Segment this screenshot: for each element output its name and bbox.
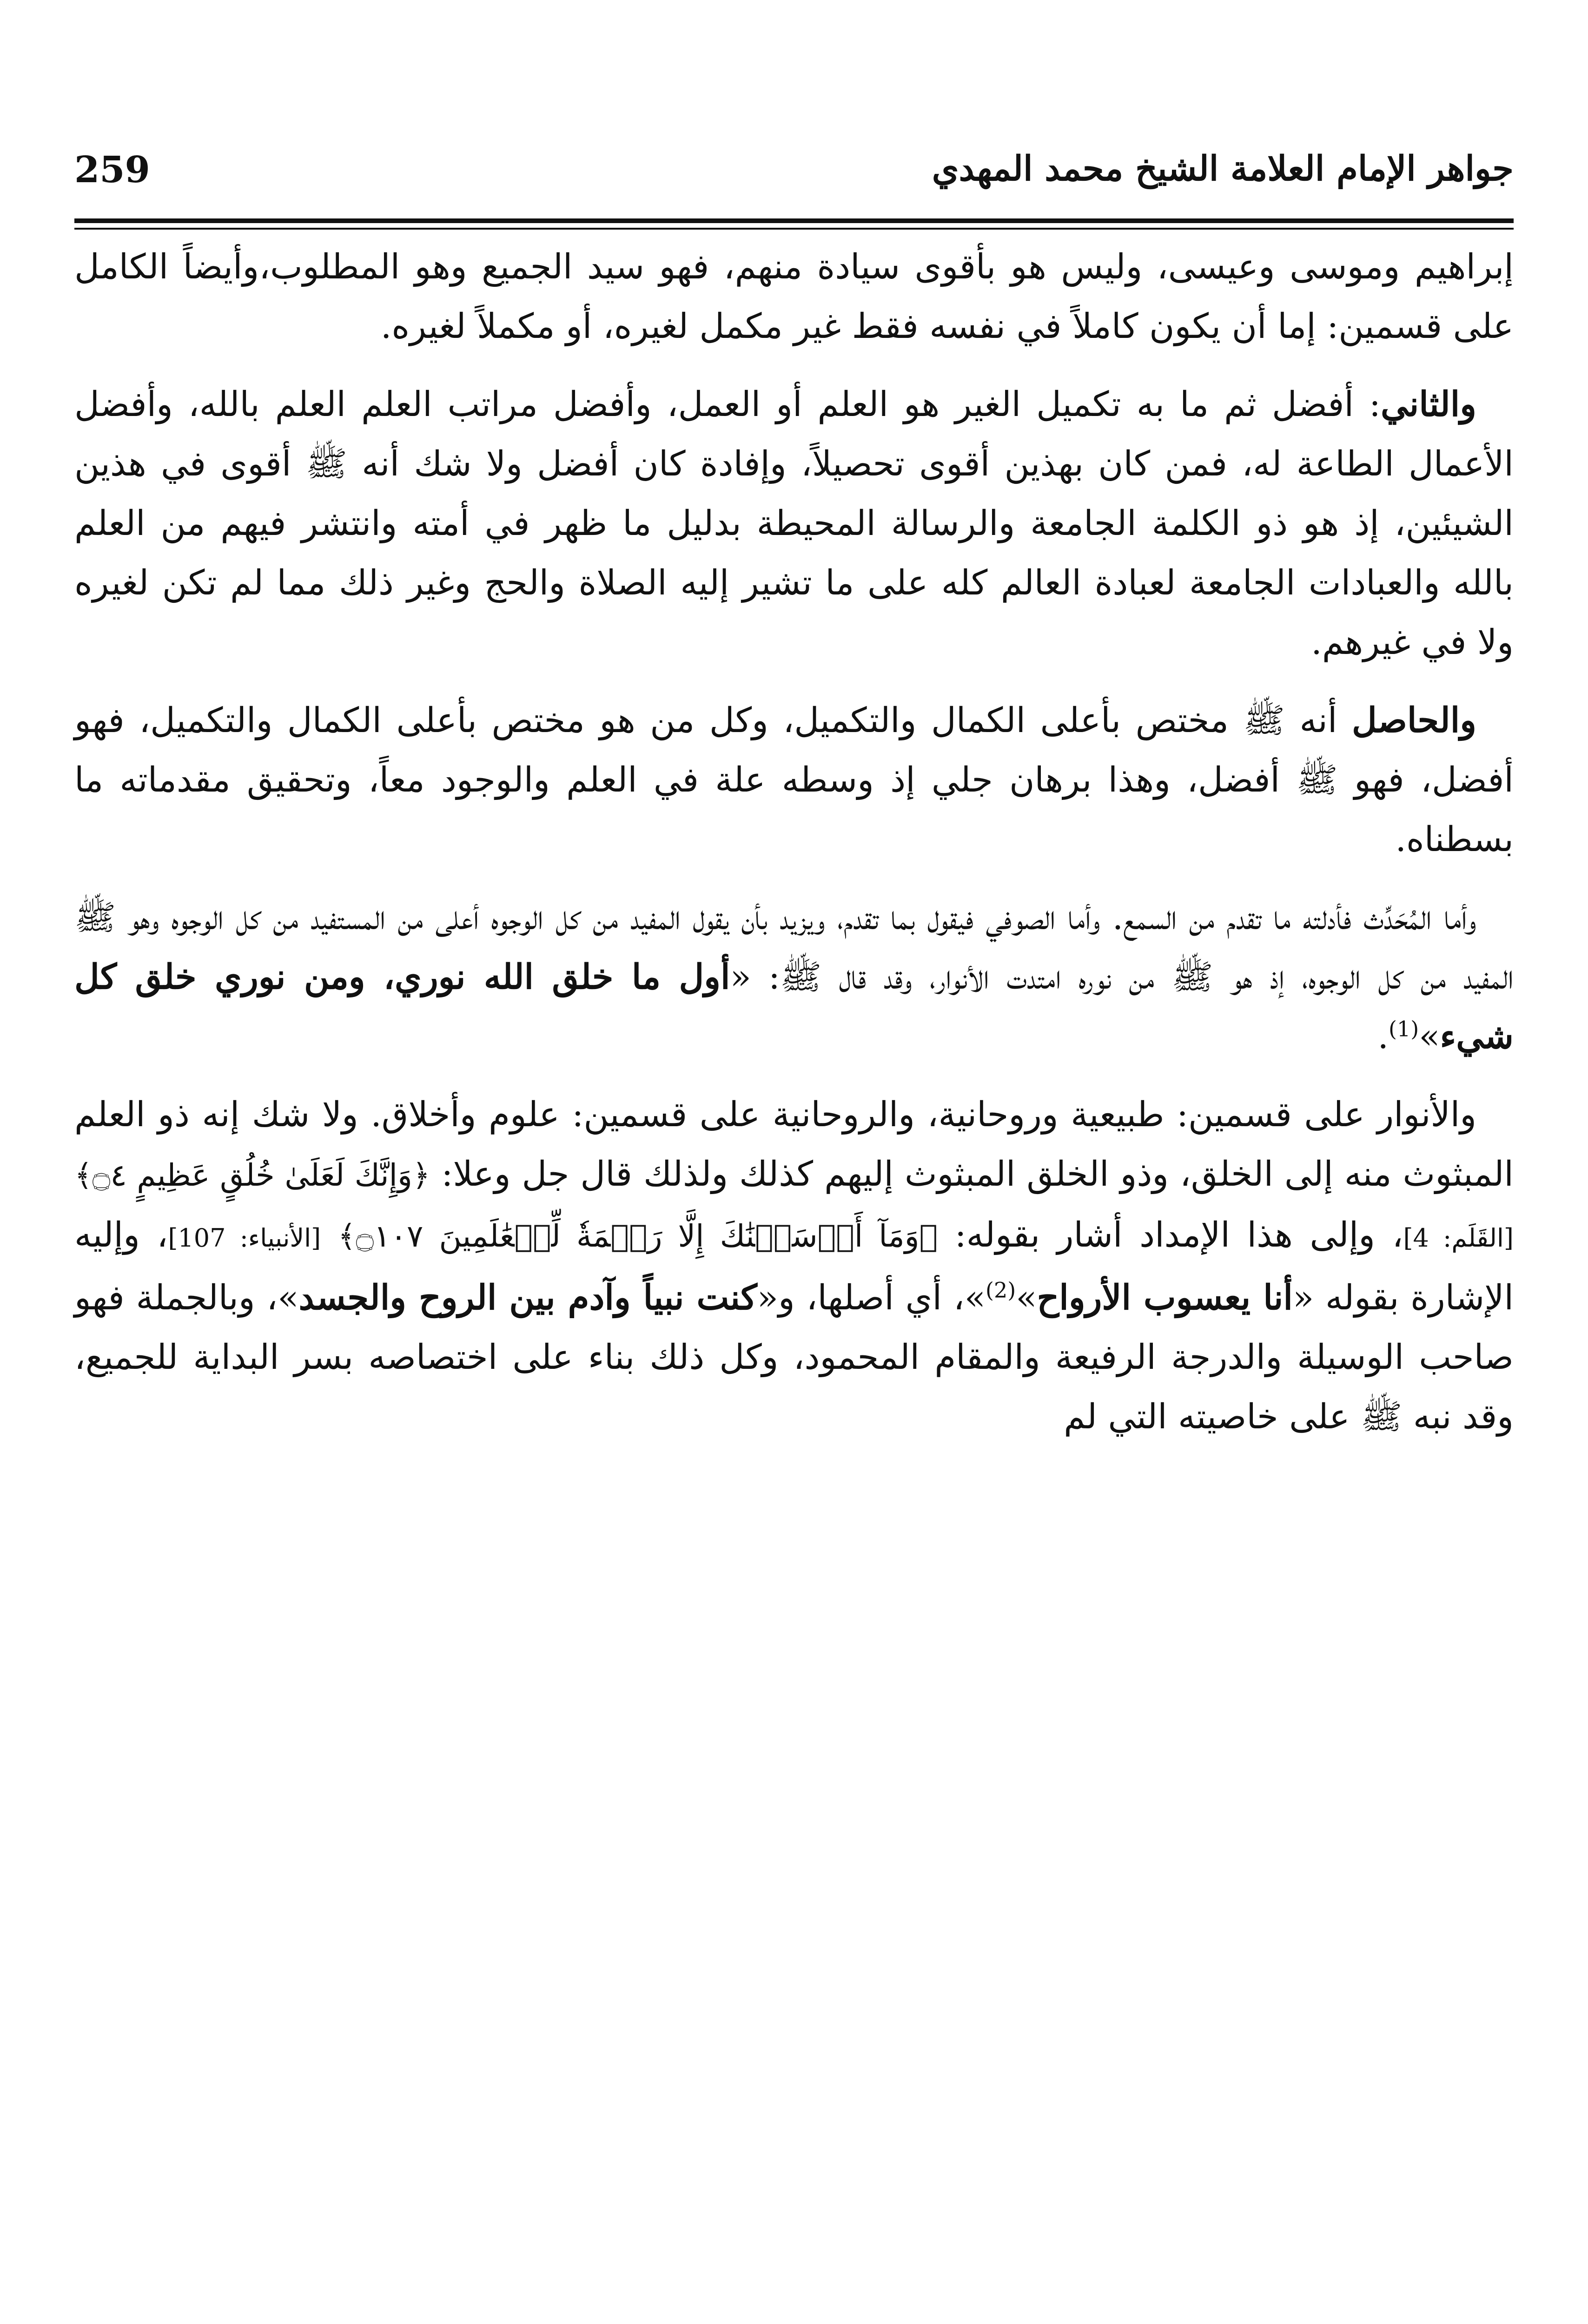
footnote-ref-2: (2) xyxy=(986,1277,1016,1303)
quran-verse-1: ﴿وَإِنَّكَ لَعَلَىٰ خُلُقٍ عَظِيمٍ ۝٤﴾ xyxy=(74,1157,430,1193)
running-header xyxy=(74,139,1514,214)
paragraph-4-text: وأما المُحَدِّث فأدلته ما تقدم من السمع. وأما الصوفي فيقول بما تقدم، ويزيد بأن يقول المفيد من كل الوجوه أعلى من المستفيد من كل الوجوه وهو ﷺ المفيد من كل الوجوه، إذ هو ﷺ من نوره امتدت الأنوار، وقد قال ﷺ: « xyxy=(74,898,1514,997)
page-number: 259 xyxy=(74,149,150,191)
quran-verse-2: ﴿وَمَآ أَرۡسَلۡنَٰكَ إِلَّا رَحۡمَةٗ لِّلۡعَٰلَمِينَ ۝١٠٧﴾ xyxy=(337,1218,938,1254)
quran-ref-2: [الأنبياء: 107] xyxy=(168,1223,321,1253)
paragraph-2-text: : أفضل ثم ما به تكميل الغير هو العلم أو العمل، وأفضل مراتب العلم العلم بالله، وأفضل الأعمال الطاعة له، فمن كان بهذين أقوى تحصيلاً، وإفادة كان أفضل ولا شك أنه ﷺ أقوى في هذين الشيئين، إذ هو ذو الكلمة الجامعة والرسالة المحيطة بدليل ما ظهر في أمته وانتشر فيهم من العلم بالله والعبادات الجامعة لعبادة العالم كله على ما تشير إليه الصلاة والحج وغير ذلك مما لم تكن لغيره ولا في غيرهم. xyxy=(74,384,1514,662)
paragraph-3-lead: والحاصل xyxy=(1351,700,1476,740)
paragraph-5-text-e: »، وبالجملة فهو صاحب الوسيلة والدرجة الرفيعة والمقام المحمود، وكل ذلك بناء على اختصاصه بسر البداية للجميع، وقد نبه ﷺ على خاصيته التي لم xyxy=(74,1278,1514,1437)
paragraph-4 xyxy=(74,888,1514,1066)
hadith-quote-2: أنا يعسوب الأرواح xyxy=(1037,1278,1293,1318)
paragraph-3 xyxy=(74,691,1514,869)
book-title: جواهر الإمام العلامة الشيخ محمد المهدي xyxy=(932,149,1514,189)
hadith-quote-1: أول ما خلق الله نوري، ومن نوري خلق كل شيء xyxy=(74,957,1514,1056)
header-rule-thin xyxy=(74,228,1514,230)
quote-close: » xyxy=(1419,1017,1440,1056)
hadith-quote-3: كنت نبياً وآدم بين الروح والجسد xyxy=(298,1278,757,1318)
paragraph-4-end: . xyxy=(1377,1017,1389,1056)
paragraph-2 xyxy=(74,375,1514,672)
header-rule-thick xyxy=(74,218,1514,223)
body-text xyxy=(74,237,1514,1465)
footnote-ref-1: (1) xyxy=(1389,1016,1419,1042)
paragraph-2-lead: والثاني xyxy=(1381,384,1476,424)
paragraph-3-text: أنه ﷺ مختص بأعلى الكمال والتكميل، وكل من هو مختص بأعلى الكمال والتكميل، فهو أفضل، فهو ﷺ أفضل، وهذا برهان جلي إذ وسطه علة في العلم والوجود معاً، وتحقيق مقدماته ما بسطناه. xyxy=(74,700,1514,859)
paragraph-5-text-c: ، وإليه الإشارة بقوله « xyxy=(74,1215,1514,1318)
paragraph-5-text-b: ، وإلى هذا الإمداد أشار بقوله: xyxy=(938,1215,1403,1255)
paragraph-5-text-a: والأنوار على قسمين: طبيعية وروحانية، والروحانية على قسمين: علوم وأخلاق. ولا شك إنه ذو العلم المبثوث منه إلى الخلق، وذو الخلق المبثوث إليهم كذلك ولذلك قال جل وعلا: xyxy=(74,1095,1514,1194)
paragraph-5: والأنوار على قسمين: طبيعية وروحانية، والروحانية على قسمين: علوم وأخلاق. ولا شك إنه ذو العلم المبثوث منه إلى الخلق، وذو الخلق المبثوث إليهم كذلك ولذلك قال جل وعلا: ﴿وَإِنَّكَ لَعَلَىٰ خُلُقٍ عَظِيمٍ ۝٤﴾ [القَلَم: 4]، وإلى هذا الإمداد أشار بقوله: ﴿وَمَآ أَرۡسَلۡنَٰكَ إِلَّا رَحۡمَةٗ لِّلۡعَٰلَمِينَ ۝١٠٧﴾ [الأنبياء: 107]، وإليه الإشارة بقوله «أنا يعسوب الأرواح»$^{(2)}$»، أي أصلها، و«كنت نبياً وآدم بين الروح والجسد»، وبالجملة فهو صاحب الوسيلة والدرجة الرفيعة والمقام المحمود، وكل ذلك بناء على اختصاصه بسر البداية للجميع، وقد نبه ﷺ على خاصيته التي لم xyxy=(74,1095,1514,1437)
paragraph-1 xyxy=(74,237,1514,356)
paragraph-1-text: إبراهيم وموسى وعيسى، وليس هو بأقوى سيادة منهم، فهو سيد الجميع وهو المطلوب،وأيضاً الكامل على قسمين: إما أن يكون كاملاً في نفسه فقط غير مكمل لغيره، أو مكملاً لغيره. xyxy=(74,247,1514,346)
quran-ref-1: [القَلَم: 4] xyxy=(1403,1223,1514,1253)
paragraph-5-text-d: »، أي أصلها، و« xyxy=(757,1278,986,1318)
